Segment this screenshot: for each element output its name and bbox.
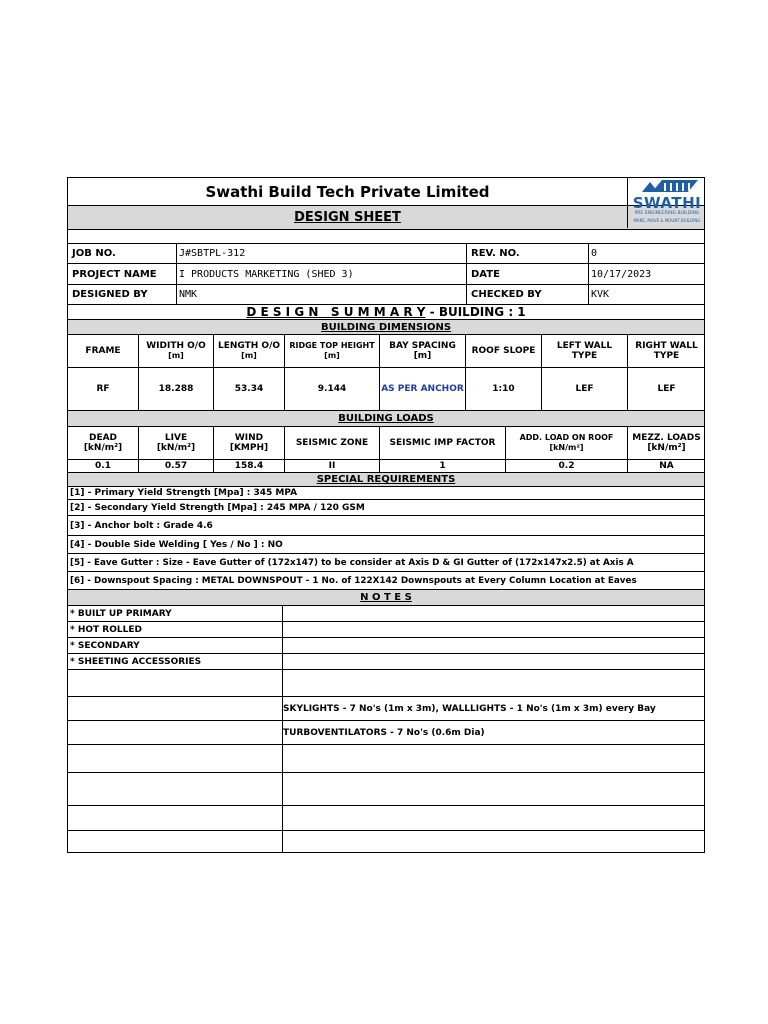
dim-header-right-wall: RIGHT WALL TYPE bbox=[627, 335, 705, 367]
load-value-seismic-imp: 1 bbox=[379, 460, 505, 472]
dim-value-frame: RF bbox=[96, 384, 110, 394]
project-row bbox=[68, 263, 704, 284]
notes-row-9 bbox=[68, 772, 704, 805]
dim-value-width: 18.288 bbox=[138, 368, 213, 410]
note-empty-cell bbox=[282, 670, 704, 696]
dim-value-left-wall: LEF bbox=[541, 368, 627, 410]
spacer-row bbox=[68, 229, 704, 243]
sheet-title: DESIGN SHEET bbox=[294, 210, 401, 225]
loads-title-row bbox=[68, 410, 704, 426]
note-secondary: * SECONDARY bbox=[70, 640, 140, 651]
load-header-add-load: ADD. LOAD ON ROOF [kN/m²] bbox=[505, 427, 627, 459]
load-header-dead: DEAD [kN/m²] bbox=[83, 433, 123, 453]
note-empty-cell bbox=[68, 773, 282, 805]
notes-title-row bbox=[68, 589, 704, 605]
dim-value-length: 53.34 bbox=[213, 368, 284, 410]
load-value-add-load: 0.2 bbox=[505, 460, 627, 472]
dim-header-left-wall: LEFT WALL TYPE bbox=[541, 335, 627, 367]
notes-row-2 bbox=[68, 621, 704, 637]
checked-by-value: KVK bbox=[588, 285, 705, 304]
note-empty-cell bbox=[282, 638, 704, 653]
building-dimensions-title: BUILDING DIMENSIONS bbox=[320, 321, 452, 333]
dim-value-roof-slope: 1:10 bbox=[465, 368, 541, 410]
special-row-2 bbox=[68, 499, 704, 515]
designer-row bbox=[68, 284, 704, 304]
dimensions-header-row bbox=[68, 334, 704, 367]
note-empty-cell bbox=[282, 622, 704, 637]
logo-text: SWATHI bbox=[632, 194, 702, 212]
note-skylights: SKYLIGHTS - 7 No's (1m x 3m), WALLLIGHTS - 1 No's (1m x 3m) every Bay bbox=[282, 697, 704, 720]
note-empty-cell bbox=[68, 697, 282, 720]
notes-row-11 bbox=[68, 830, 704, 852]
company-row bbox=[68, 178, 704, 205]
dim-header-roof-slope: ROOF SLOPE bbox=[465, 335, 541, 367]
rev-no-value: 0 bbox=[588, 244, 705, 263]
note-empty-cell bbox=[282, 831, 704, 852]
company-logo bbox=[627, 178, 705, 228]
designed-by-label: DESIGNED BY bbox=[72, 289, 148, 300]
loads-header-row bbox=[68, 426, 704, 459]
load-value-dead: 0.1 bbox=[95, 461, 111, 471]
logo-tagline-2: MAKE, MOVE & MOUNT BUILDING bbox=[633, 218, 701, 223]
note-empty-cell bbox=[68, 670, 282, 696]
dimensions-title-row bbox=[68, 319, 704, 334]
special-row-4 bbox=[68, 535, 704, 553]
note-turboventilators: TURBOVENTILATORS - 7 No's (0.6m Dia) bbox=[282, 721, 704, 744]
dim-value-ridge-height: 9.144 bbox=[284, 368, 379, 410]
design-summary-label: D E S I G N S U M M A R Y bbox=[246, 305, 426, 319]
dim-header-width: WIDITH O/O [m] bbox=[138, 335, 213, 367]
load-header-mezz: MEZZ. LOADS [kN/m²] bbox=[627, 427, 705, 459]
load-value-live: 0.57 bbox=[138, 460, 213, 472]
load-header-seismic-zone: SEISMIC ZONE bbox=[284, 427, 379, 459]
dim-value-bay-spacing: AS PER ANCHOR bbox=[379, 368, 465, 410]
logo-tagline-1: PRE ENGINEERING BUILDING bbox=[634, 211, 700, 216]
load-header-live: LIVE [kN/m²] bbox=[138, 427, 213, 459]
note-empty-cell bbox=[282, 745, 704, 772]
note-empty-cell bbox=[282, 806, 704, 830]
note-empty-cell bbox=[282, 654, 704, 669]
loads-value-row bbox=[68, 459, 704, 472]
dim-header-bay-spacing: BAY SPACING [m] bbox=[379, 335, 465, 367]
note-empty-cell bbox=[68, 745, 282, 772]
load-header-wind: WIND [KMPH] bbox=[213, 427, 284, 459]
notes-row-10 bbox=[68, 805, 704, 830]
dim-header-ridge-height: RIDGE TOP HEIGHT [m] bbox=[284, 335, 379, 367]
special-title-row bbox=[68, 472, 704, 486]
designed-by-value: NMK bbox=[176, 285, 466, 304]
notes-title: N O T E S bbox=[360, 592, 412, 603]
sheet-title-row bbox=[68, 205, 704, 229]
load-value-seismic-zone: II bbox=[284, 460, 379, 472]
notes-row-4 bbox=[68, 653, 704, 669]
note-sheeting-accessories: * SHEETING ACCESSORIES bbox=[70, 656, 202, 667]
load-value-wind: 158.4 bbox=[213, 460, 284, 472]
special-item-6: [6] - Downspout Spacing : METAL DOWNSPOUT - 1 No. of 122X142 Downspouts at Every Column Location at Eaves bbox=[70, 575, 637, 586]
note-empty-cell bbox=[68, 831, 282, 852]
note-empty-cell bbox=[68, 721, 282, 744]
design-summary-row bbox=[68, 304, 704, 319]
special-row-6 bbox=[68, 571, 704, 589]
notes-row-1 bbox=[68, 605, 704, 621]
date-label: DATE bbox=[466, 264, 588, 284]
notes-row-3 bbox=[68, 637, 704, 653]
project-name-label: PROJECT NAME bbox=[72, 268, 157, 280]
design-sheet bbox=[67, 177, 705, 853]
note-hot-rolled: * HOT ROLLED bbox=[70, 624, 142, 635]
building-loads-title: BUILDING LOADS bbox=[338, 413, 434, 424]
notes-row-7 bbox=[68, 720, 704, 744]
dim-value-right-wall: LEF bbox=[627, 368, 705, 410]
special-row-5 bbox=[68, 553, 704, 571]
notes-row-5 bbox=[68, 669, 704, 696]
special-item-2: [2] - Secondary Yield Strength [Mpa] : 245 MPA / 120 GSM bbox=[70, 502, 365, 513]
design-summary-title bbox=[68, 305, 704, 319]
dimensions-value-row bbox=[68, 367, 704, 410]
dim-header-frame: FRAME bbox=[85, 346, 121, 356]
notes-row-8 bbox=[68, 744, 704, 772]
note-empty-cell bbox=[68, 806, 282, 830]
special-item-4: [4] - Double Side Welding [ Yes / No ] : NO bbox=[70, 539, 283, 550]
note-empty-cell bbox=[282, 606, 704, 621]
company-name: Swathi Build Tech Private Limited bbox=[205, 182, 490, 201]
load-value-mezz: NA bbox=[627, 460, 705, 472]
project-name-value: I PRODUCTS MARKETING (SHED 3) bbox=[176, 264, 466, 284]
note-empty-cell bbox=[282, 773, 704, 805]
job-no-value: J#SBTPL-312 bbox=[176, 244, 466, 263]
special-item-3: [3] - Anchor bolt : Grade 4.6 bbox=[70, 520, 213, 531]
load-header-seismic-imp: SEISMIC IMP FACTOR bbox=[379, 427, 505, 459]
date-value: 10/17/2023 bbox=[588, 264, 705, 284]
notes-row-6 bbox=[68, 696, 704, 720]
job-row bbox=[68, 243, 704, 263]
checked-by-label: CHECKED BY bbox=[466, 285, 588, 304]
job-no-label: JOB NO. bbox=[72, 248, 116, 259]
dim-header-length: LENGTH O/O [m] bbox=[213, 335, 284, 367]
special-item-5: [5] - Eave Gutter : Size - Eave Gutter of (172x147) to be consider at Axis D & GI Gutter of (172x147x2.5) at Axis A bbox=[70, 557, 634, 568]
special-item-1: [1] - Primary Yield Strength [Mpa] : 345 MPA bbox=[70, 488, 298, 498]
special-requirements-title: SPECIAL REQUIREMENTS bbox=[316, 474, 456, 485]
special-row-1 bbox=[68, 486, 704, 499]
note-built-up-primary: * BUILT UP PRIMARY bbox=[70, 608, 172, 619]
building-label: - BUILDING : 1 bbox=[425, 305, 526, 319]
special-row-3 bbox=[68, 515, 704, 535]
rev-no-label: REV. NO. bbox=[466, 244, 588, 263]
